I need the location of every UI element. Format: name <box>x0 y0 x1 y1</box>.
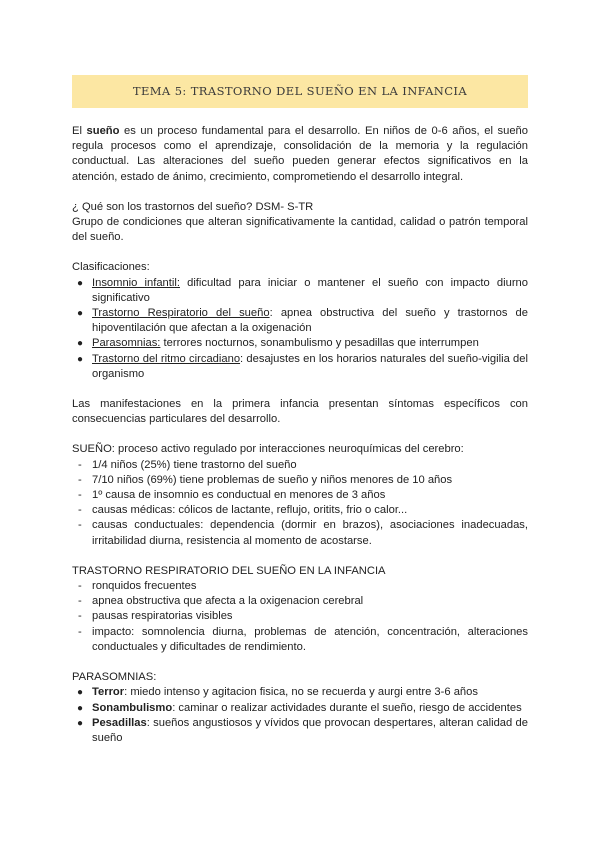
list-item: - causas médicas: cólicos de lactante, reflujo, oritits, frio o calor... <box>72 503 528 518</box>
intro-paragraph: El sueño es un proceso fundamental para el desarrollo. En niños de 0-6 años, el sueño regula procesos como el aprendizaje, consolidación de la memoria y la regulación conductual. Las alteraciones del sueño pueden generar efectos significativos en la atención, estado de ánimo, crecimiento, comprometiendo el desarrollo integral. <box>72 125 528 183</box>
bullet-icon: ● <box>77 338 84 350</box>
document-body <box>72 124 528 746</box>
list-item: ● Insomnio infantil: dificultad para iniciar o mantener el sueño con impacto diurno significativo <box>77 276 528 304</box>
bullet-icon: ● <box>77 308 84 320</box>
dash-icon: - <box>78 473 82 486</box>
page-title: TEMA 5: TRASTORNO DEL SUEÑO EN LA INFANCIA <box>132 83 468 98</box>
list-item: ● Parasomnias: terrores nocturnos, sonambulismo y pesadillas que interrumpen <box>72 336 528 351</box>
list-item: - pausas respiratorias visibles <box>72 609 528 624</box>
bullet-icon: ● <box>77 687 84 699</box>
definition-paragraph: Grupo de condiciones que alteran significativamente la cantidad, calidad o patrón temporal del sueño. <box>72 216 528 244</box>
dash-icon: - <box>78 610 82 623</box>
list-item: ● Trastorno del ritmo circadiano: desajustes en los horarios naturales del sueño-vigilia del organismo <box>77 352 528 380</box>
bullet-icon: ● <box>77 277 84 289</box>
question-line: ¿ Qué son los trastornos del sueño? DSM- S-TR <box>72 200 314 213</box>
dash-icon: - <box>78 504 82 517</box>
list-item: ● Pesadillas: sueños angustiosos y vívidos que provocan despertares, alteran calidad de sueño <box>77 716 528 744</box>
title-banner <box>72 75 528 108</box>
list-item: - 1/4 niños (25%) tiene trastorno del sueño <box>72 458 528 473</box>
dash-icon: - <box>78 580 82 593</box>
bullet-icon: ● <box>77 353 84 365</box>
list-item: - impacto: somnolencia diurna, problemas de atención, concentración, alteraciones conductuales y dificultades de rendimiento. <box>78 625 528 653</box>
list-item: - ronquidos frecuentes <box>72 579 528 594</box>
sueno-heading: SUEÑO: proceso activo regulado por interacciones neuroquímicas del cerebro: <box>72 443 464 456</box>
dash-icon: - <box>78 519 82 532</box>
list-item: ● Terror: miedo intenso y agitacion fisica, no se recuerda y aurgi entre 3-6 años <box>72 685 528 700</box>
dash-icon: - <box>78 625 82 638</box>
list-item: ● Trastorno Respiratorio del sueño: apnea obstructiva del sueño y trastornos de hipoventilación que afectan a la oxigenación <box>77 307 528 335</box>
dash-icon: - <box>78 458 82 471</box>
list-item: ● Sonambulismo: caminar o realizar actividades durante el sueño, riesgo de accidentes <box>72 701 528 716</box>
dash-icon: - <box>78 595 82 608</box>
list-item: - 1º causa de insomnio es conductual en menores de 3 años <box>72 488 528 503</box>
bullet-icon: ● <box>77 717 84 729</box>
parasomnias-heading: PARASOMNIAS: <box>72 671 157 684</box>
manifestaciones-paragraph: Las manifestaciones en la primera infancia presentan síntomas específicos con consecuencias particulares del desarrollo. <box>72 398 528 426</box>
respiratorio-list <box>72 579 528 655</box>
bullet-icon: ● <box>77 702 84 714</box>
dash-icon: - <box>78 489 82 502</box>
list-item: - apnea obstructiva que afecta a la oxigenacion cerebral <box>72 594 528 609</box>
intro-keyword: sueño <box>86 125 120 137</box>
clasificaciones-heading: Clasificaciones: <box>72 261 150 274</box>
clasificaciones-list <box>72 276 528 382</box>
sueno-list <box>72 458 528 549</box>
parasomnias-list <box>72 685 528 746</box>
list-item: - causas conductuales: dependencia (dormir en brazos), asociaciones inadecuadas, irritabilidad diurna, resistencia al momento de acostarse. <box>78 519 528 547</box>
list-item: - 7/10 niños (69%) tiene problemas de sueño y niños menores de 10 años <box>72 473 528 488</box>
respiratorio-heading: TRASTORNO RESPIRATORIO DEL SUEÑO EN LA INFANCIA <box>72 564 386 577</box>
